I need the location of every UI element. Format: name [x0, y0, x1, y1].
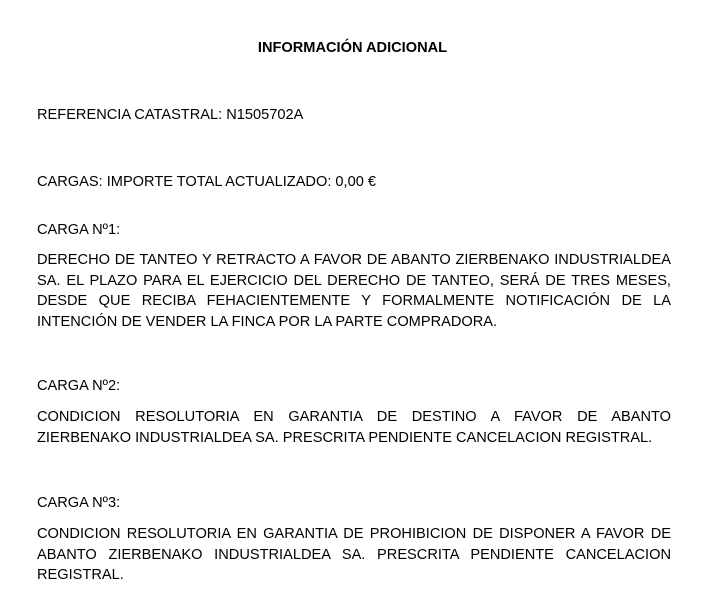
carga-1-heading: CARGA Nº1: — [37, 222, 121, 238]
carga-3-text: CONDICION RESOLUTORIA EN GARANTIA DE PROHIBICION DE DISPONER A FAVOR DE ABANTO ZIERBENAKO INDUSTRIALDEA SA. PRESCRITA PENDIENTE CANCELACION REGISTRAL. — [37, 526, 671, 583]
carga-2-text: CONDICION RESOLUTORIA EN GARANTIA DE DESTINO A FAVOR DE ABANTO ZIERBENAKO INDUSTRIALDEA SA. PRESCRITA PENDIENTE CANCELACION REGISTRAL. — [37, 409, 671, 446]
carga-3-heading: CARGA Nº3: — [37, 495, 121, 511]
referencia-catastral: REFERENCIA CATASTRAL: N1505702A — [37, 107, 304, 123]
cargas-importe-total: CARGAS: IMPORTE TOTAL ACTUALIZADO: 0,00 € — [37, 174, 376, 190]
carga-1-text: DERECHO DE TANTEO Y RETRACTO A FAVOR DE ABANTO ZIERBENAKO INDUSTRIALDEA SA. EL PLAZO PARA EL EJERCICIO DEL DERECHO DE TANTEO, SERÁ DE TRES MESES, DESDE QUE RECIBA FEHACIENTEMENTE Y FORMALMENTE NOTIFICACIÓN DE LA INTENCIÓN DE VENDER LA FINCA POR LA PARTE COMPRADORA. — [37, 252, 671, 330]
document-title: INFORMACIÓN ADICIONAL — [257, 40, 448, 56]
carga-2-heading: CARGA Nº2: — [37, 378, 121, 394]
